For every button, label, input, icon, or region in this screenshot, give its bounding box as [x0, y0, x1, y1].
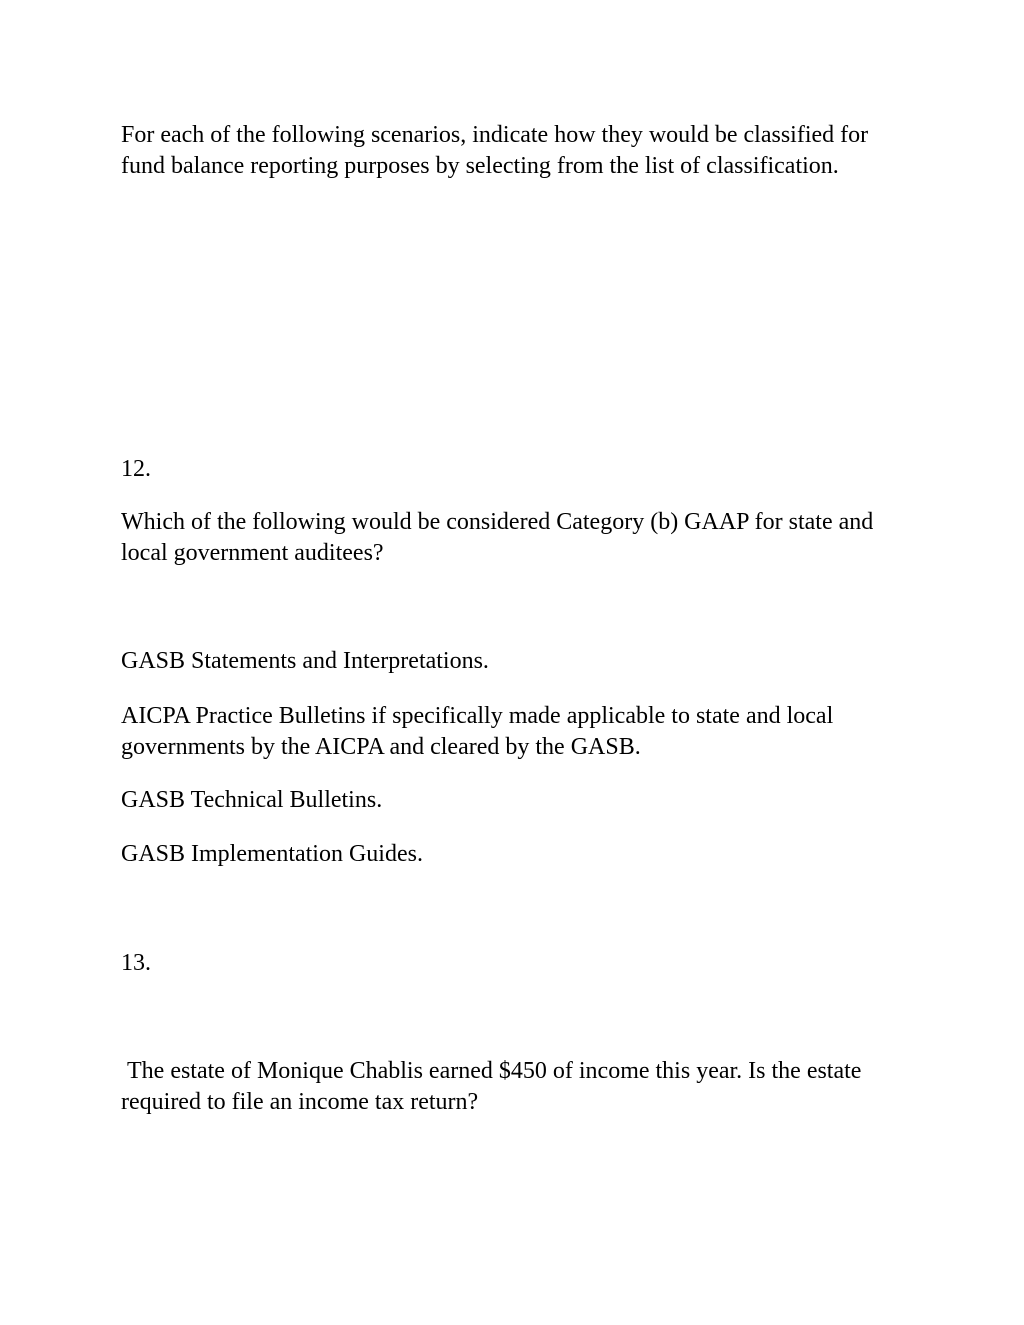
question-12-option-2: AICPA Practice Bulletins if specifically made applicable to state and local governments by the AICPA and cleared by the GASB.	[121, 703, 834, 760]
question-12-text: Which of the following would be considered Category (b) GAAP for state and local government auditees?	[121, 509, 874, 566]
intro-paragraph: For each of the following scenarios, indicate how they would be classified for fund balance reporting purposes by selecting from the list of classification.	[121, 122, 869, 179]
question-12-option-3: GASB Technical Bulletins.	[121, 787, 383, 813]
question-12-option-1: GASB Statements and Interpretations.	[121, 648, 489, 674]
question-12-number: 12.	[121, 456, 151, 482]
question-13-text: The estate of Monique Chablis earned $450 of income this year. Is the estate required to file an income tax return?	[121, 1058, 868, 1115]
question-12-option-4: GASB Implementation Guides.	[121, 841, 423, 867]
question-13-number: 13.	[121, 950, 151, 976]
